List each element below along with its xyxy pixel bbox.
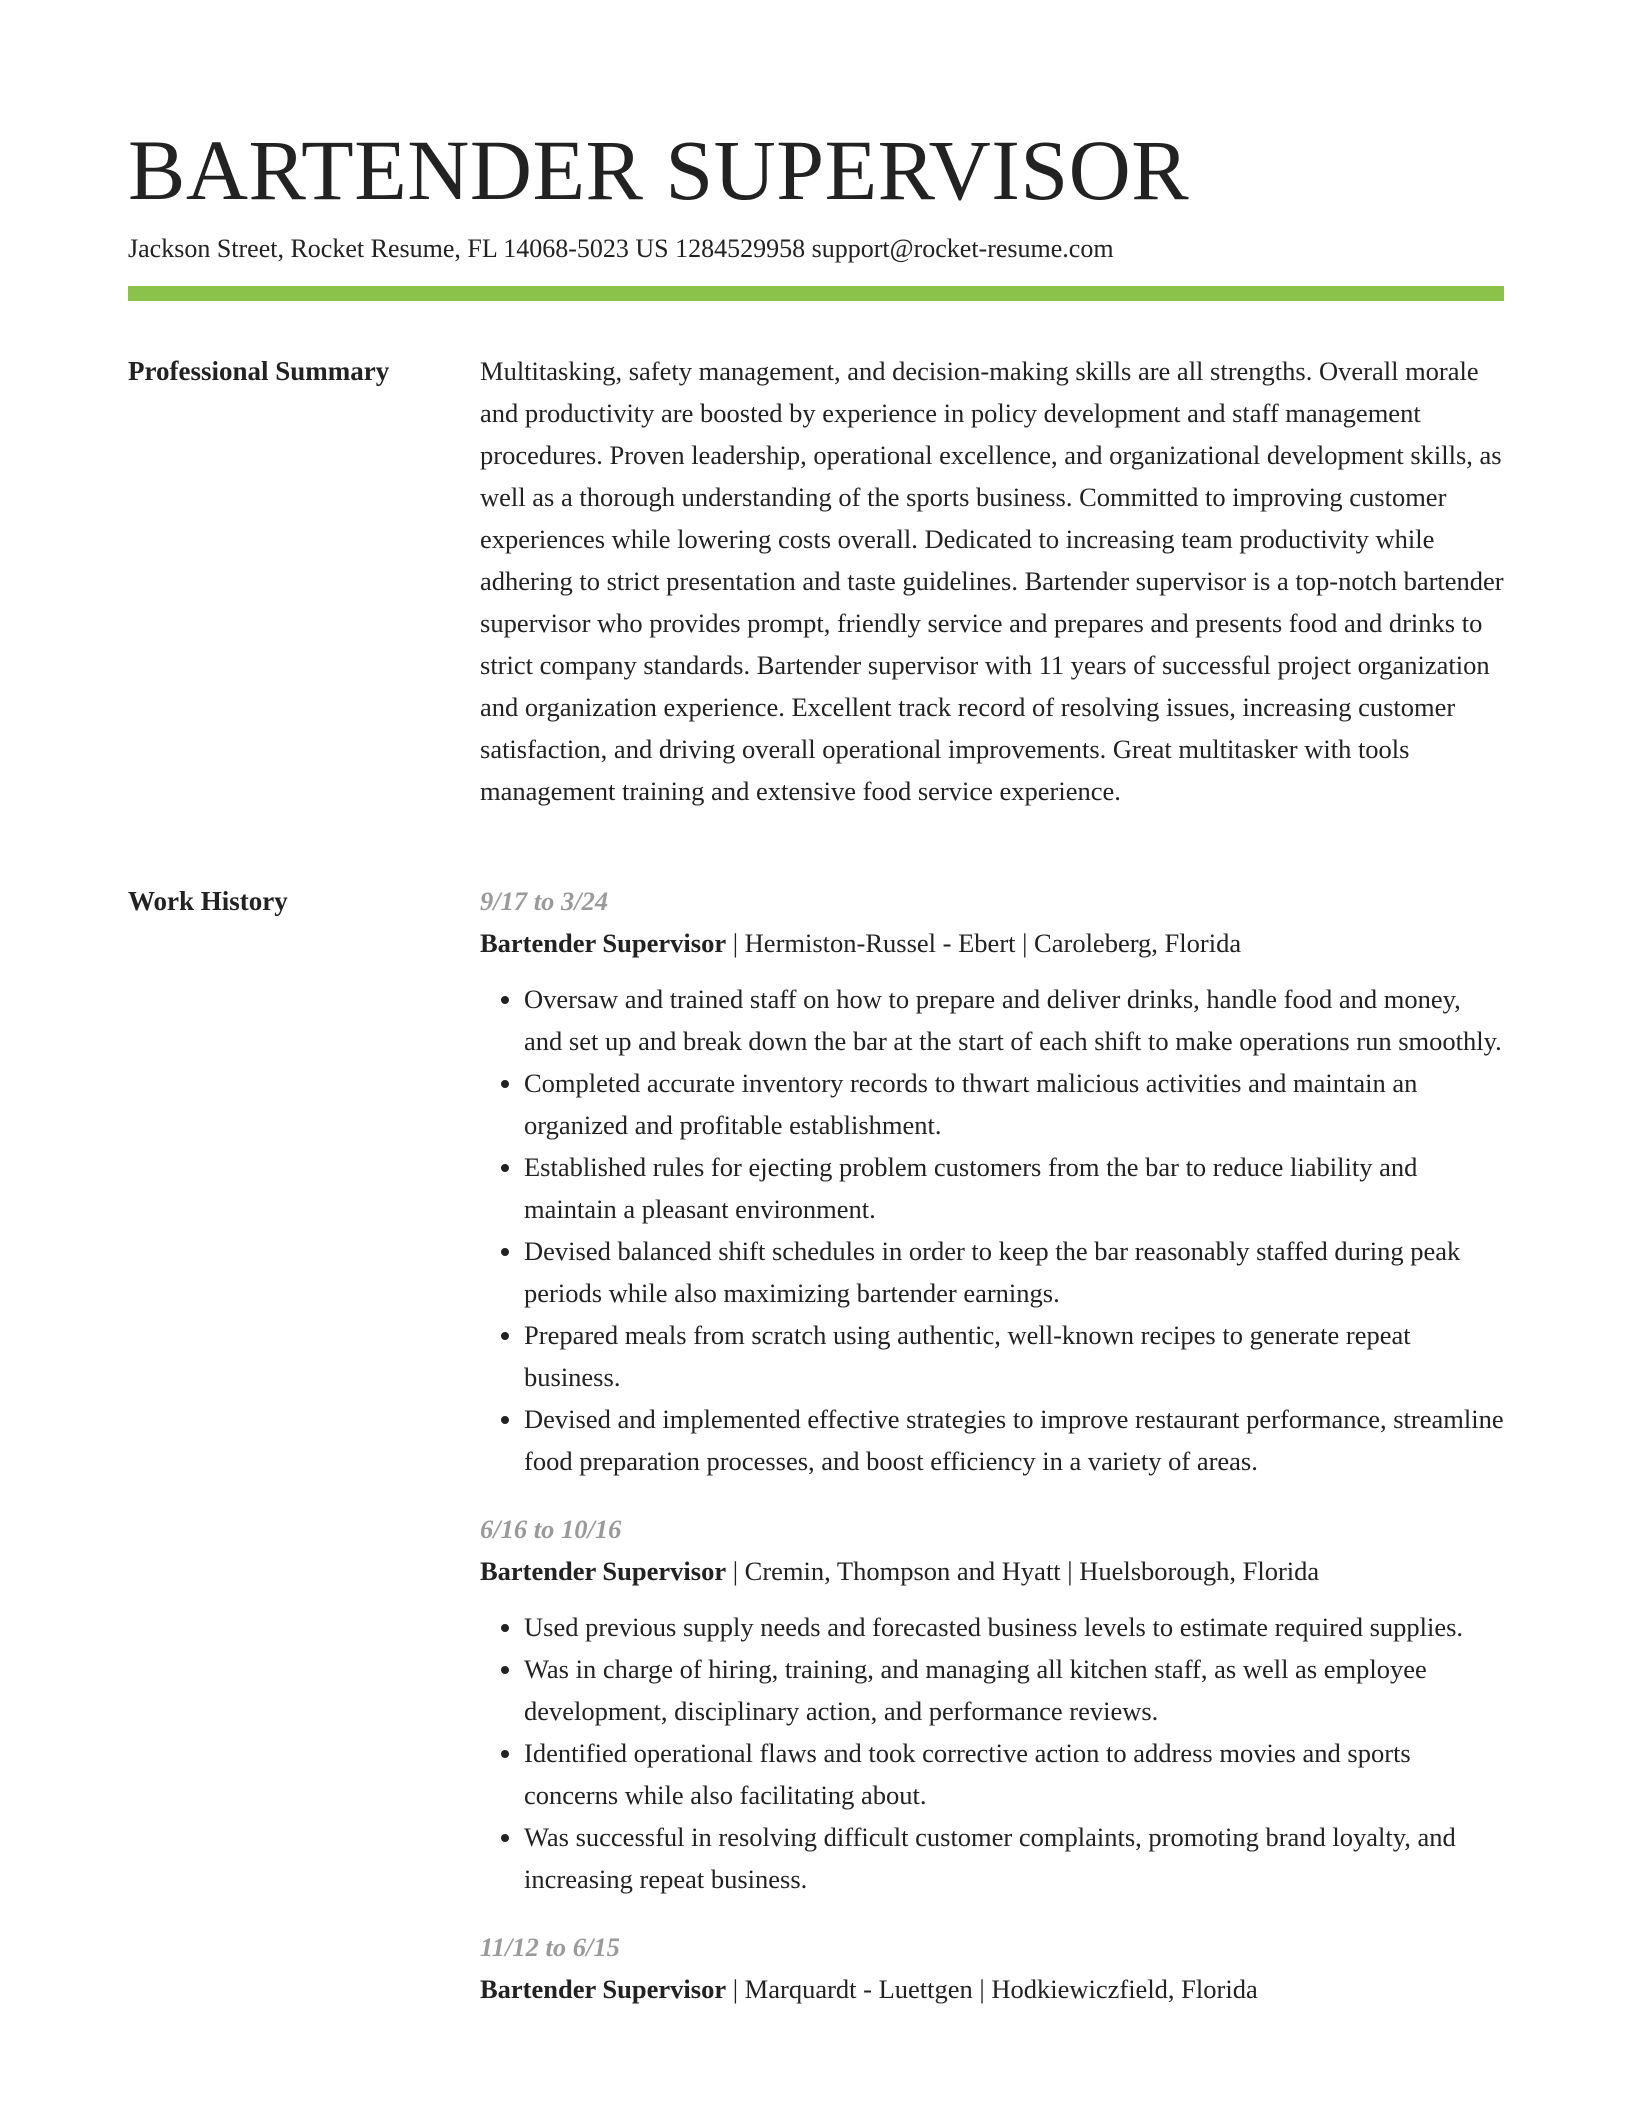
job-role: Bartender Supervisor <box>480 1556 727 1586</box>
job-bullet: • Was in charge of hiring, training, and managing all kitchen staff, as well as employee development, disciplinary action, and performance reviews. <box>524 1648 1504 1732</box>
section-heading: Professional Summary <box>128 356 390 386</box>
job-entry <box>480 1926 1504 2010</box>
job-company-location: | Cremin, Thompson and Hyatt | Huelsborough, Florida <box>726 1556 1320 1586</box>
job-bullet-list <box>480 1606 1504 1900</box>
header-divider <box>128 286 1504 301</box>
job-list <box>480 880 1504 2036</box>
job-title-line <box>480 922 1504 964</box>
job-entry <box>480 880 1504 1482</box>
job-dates: 11/12 to 6/15 <box>480 1932 620 1962</box>
job-role: Bartender Supervisor <box>480 928 727 958</box>
summary-text: Multitasking, safety management, and decision-making skills are all strengths. Overall morale and productivity are boosted by experience in policy development and staff management procedures. Proven leadership, operational excellence, and organizational development skills, as well as a thorough understanding of the sports business. Committed to improving customer experiences while lowering costs overall. Dedicated to increasing team productivity while adhering to strict presentation and taste guidelines. Bartender supervisor is a top-notch bartender supervisor who provides prompt, friendly service and prepares and presents food and drinks to strict company standards. Bartender supervisor with 11 years of successful project organization and organization experience. Excellent track record of resolving issues, increasing customer satisfaction, and driving overall operational improvements. Great multitasker with tools management training and extensive food service experience. <box>480 356 1504 806</box>
job-dates: 6/16 to 10/16 <box>480 1514 622 1544</box>
job-bullet: • Devised and implemented effective strategies to improve restaurant performance, streamline food preparation processes, and boost efficiency in a variety of areas. <box>524 1398 1504 1482</box>
job-bullet: • Was successful in resolving difficult customer complaints, promoting brand loyalty, and increasing repeat business. <box>524 1816 1504 1900</box>
job-company-location: | Marquardt - Luettgen | Hodkiewiczfield, Florida <box>726 1974 1258 2004</box>
section-heading: Work History <box>128 886 288 916</box>
job-bullet: • Devised balanced shift schedules in order to keep the bar reasonably staffed during peak periods while also maximizing bartender earnings. <box>524 1230 1504 1314</box>
job-dates: 9/17 to 3/24 <box>480 886 609 916</box>
job-bullet-list <box>480 978 1504 1482</box>
job-bullet: • Completed accurate inventory records to thwart malicious activities and maintain an organized and profitable establishment. <box>524 1062 1504 1146</box>
resume-name: BARTENDER SUPERVISOR <box>128 122 1190 218</box>
section-body <box>480 350 1504 812</box>
job-bullet: • Used previous supply needs and forecasted business levels to estimate required supplies. <box>524 1606 1504 1648</box>
job-bullet: • Identified operational flaws and took corrective action to address movies and sports concerns while also facilitating about. <box>524 1732 1504 1816</box>
job-bullet: • Prepared meals from scratch using authentic, well-known recipes to generate repeat business. <box>524 1314 1504 1398</box>
job-entry <box>480 1508 1504 1900</box>
job-bullet: • Established rules for ejecting problem customers from the bar to reduce liability and maintain a pleasant environment. <box>524 1146 1504 1230</box>
job-title-line <box>480 1968 1504 2010</box>
job-bullet: • Oversaw and trained staff on how to prepare and deliver drinks, handle food and money, and set up and break down the bar at the start of each shift to make operations run smoothly. <box>524 978 1504 1062</box>
job-role: Bartender Supervisor <box>480 1974 727 2004</box>
job-title-line <box>480 1550 1504 1592</box>
contact-line: Jackson Street, Rocket Resume, FL 14068-5023 US 1284529958 support@rocket-resume.com <box>128 234 1114 263</box>
job-company-location: | Hermiston-Russel - Ebert | Caroleberg, Florida <box>726 928 1242 958</box>
